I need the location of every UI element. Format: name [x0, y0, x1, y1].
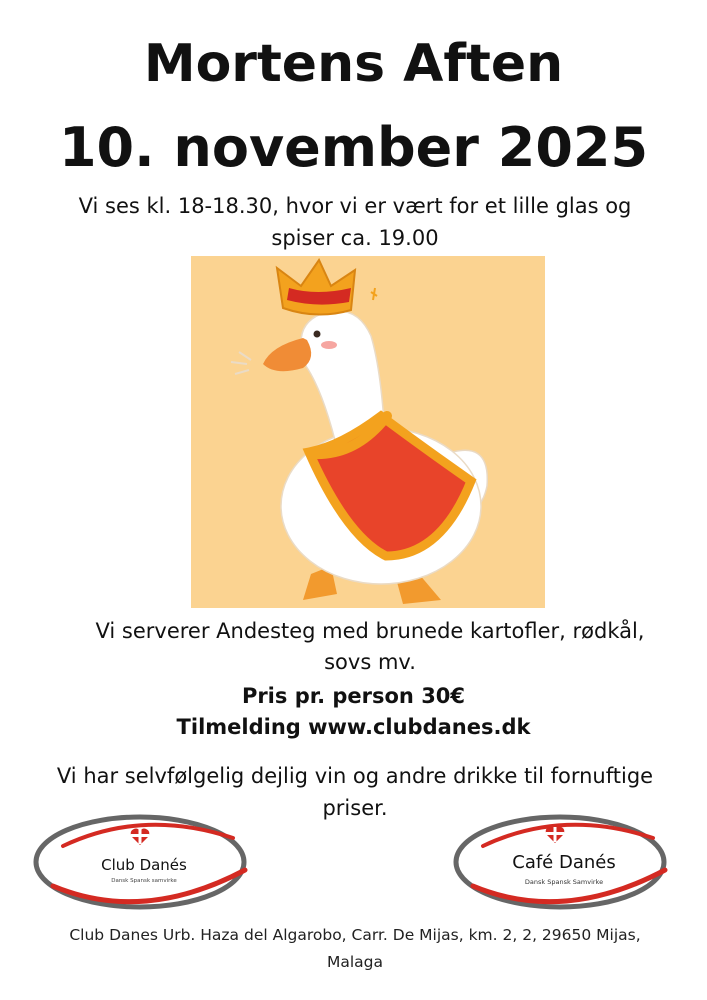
event-date: 10. november 2025	[58, 116, 649, 179]
wine-text: Vi har selvfølgelig dejlig vin og andre drikke til fornuftige priser.	[56, 764, 654, 820]
heart-flag-icon	[131, 829, 150, 845]
price-text: Pris pr. person 30€	[241, 684, 466, 708]
address-text: Club Danes Urb. Haza del Algarobo, Carr. De Mijas, km. 2, 2, 29650 Mijas, Malaga	[69, 926, 641, 971]
goose-illustration	[191, 256, 545, 608]
cafe-logo-name: Café Danés	[512, 852, 616, 873]
club-danes-logo	[33, 812, 255, 916]
heart-flag-icon	[546, 827, 565, 843]
intro-text: Vi ses kl. 18-18.30, hvor vi er vært for et lille glas og spiser ca. 19.00	[78, 194, 632, 250]
cafe-logo-tagline: Dansk Spansk Samvirke	[524, 878, 604, 886]
menu-text: Vi serverer Andesteg med brunede kartofler, rødkål, sovs mv.	[95, 619, 645, 674]
club-logo-tagline: Dansk Spansk samvirke	[111, 878, 177, 884]
signup-text: Tilmelding www.clubdanes.dk	[176, 715, 531, 739]
club-logo-name: Club Danés	[101, 856, 187, 874]
event-title: Mortens Aften	[143, 34, 564, 94]
crowned-goose-illustration	[191, 256, 545, 608]
cafe-danes-logo	[453, 812, 675, 916]
